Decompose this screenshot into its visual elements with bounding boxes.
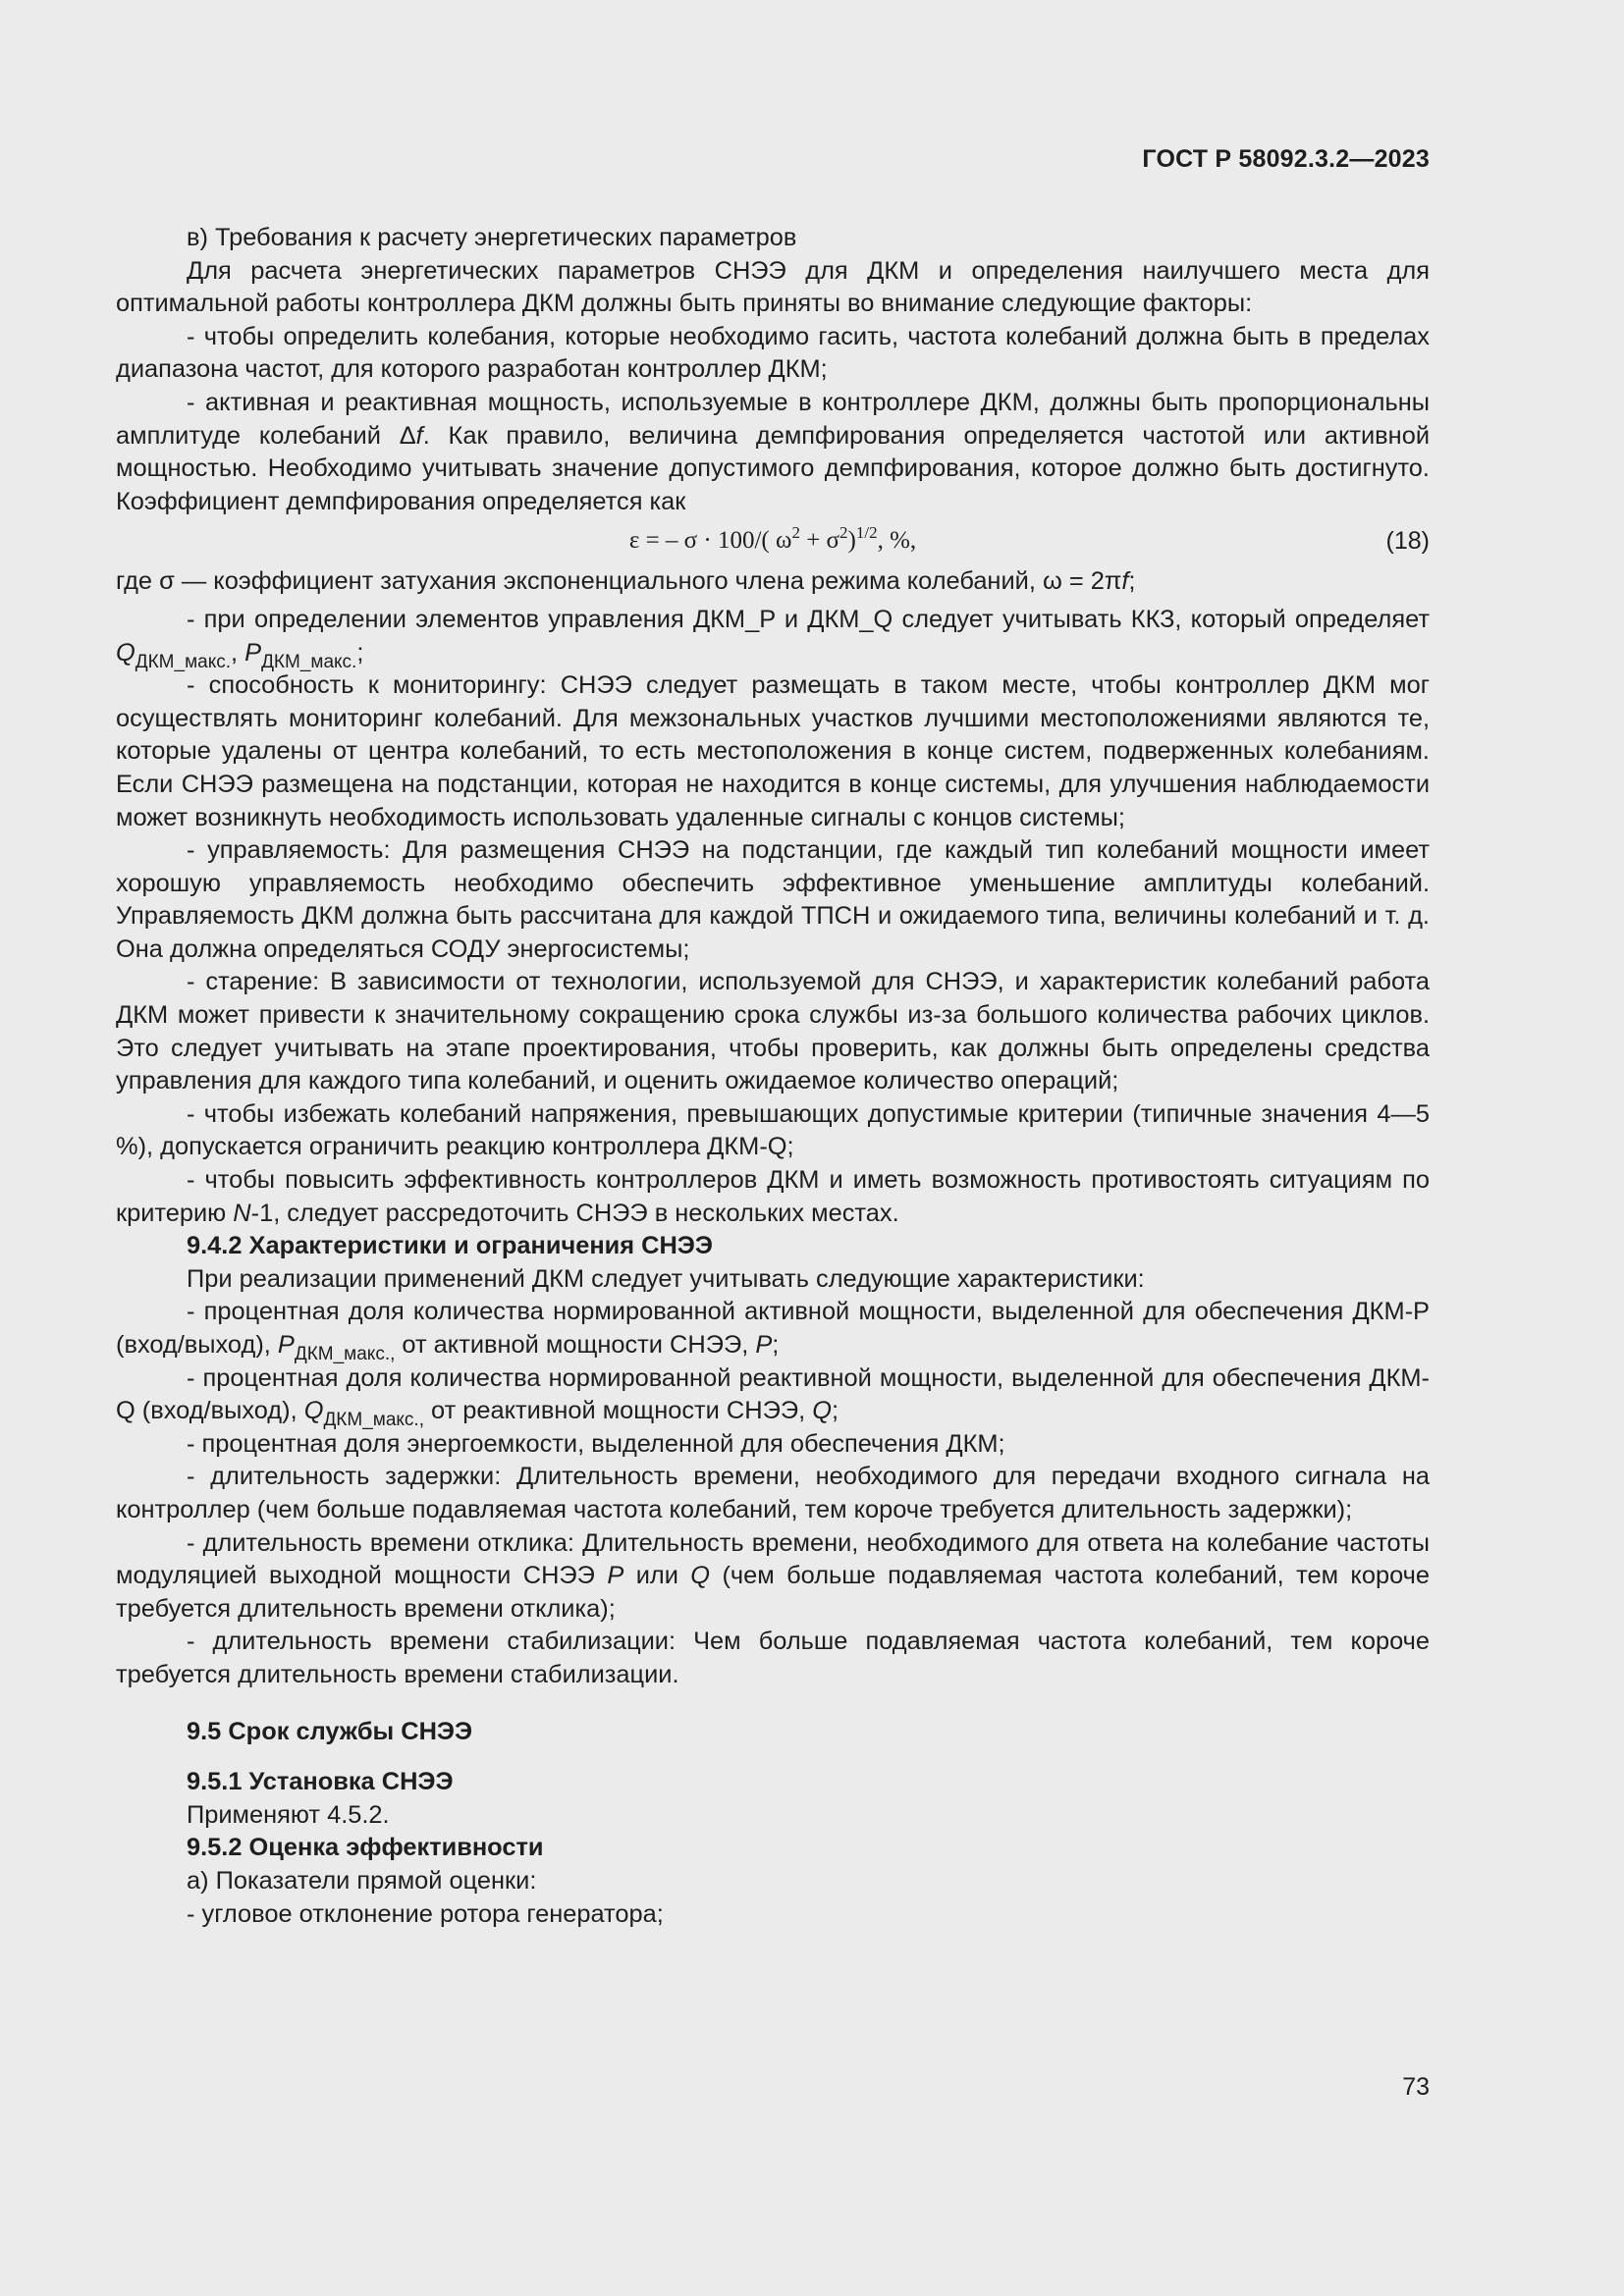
heading-9-5-1: 9.5.1 Установка СНЭЭ [187, 1768, 454, 1796]
list-item [116, 387, 1430, 518]
formula-18 [116, 516, 1430, 565]
formula-part: , %, [877, 527, 917, 555]
section-item-a: а) Показатели прямой оценки: [187, 1866, 537, 1895]
list-item [116, 1362, 1430, 1431]
text-run: - процентная доля количества нормированной реактивной мощности, выделенной для обеспечения ДКМ-Q (вход/выход), [116, 1363, 1430, 1425]
text-run: - чтобы повысить эффективность контроллеров ДКМ и иметь возможность противостоять ситуациям по критерию [116, 1166, 1430, 1227]
text-run: - активная и реактивная мощность, используемые в контроллере ДКМ, должны быть пропорциональны амплитуде колебаний [116, 388, 1430, 450]
variable-q: Q [812, 1397, 832, 1425]
page-body [116, 222, 1430, 1931]
formula-number: (18) [1385, 527, 1430, 556]
variable-f: f [1121, 567, 1129, 596]
text-run: - при определении элементов управления ДКМ_P и ДКМ_Q следует учитывать ККЗ, который определяет [187, 605, 1430, 633]
variable-p: P [607, 1562, 624, 1590]
sigma-symbol: σ [159, 567, 175, 596]
formula-exponent: 2 [791, 523, 800, 543]
formula-expression [628, 523, 917, 555]
paragraph: Для расчета энергетических параметров СНЭЭ для ДКМ и определения наилучшего места для оптимальной работы контроллера ДКМ должны быть приняты во внимание следующие факторы: [116, 256, 1430, 318]
section-item-v: в) Требования к расчету энергетических параметров [187, 224, 797, 251]
list-item: - способность к мониторингу: СНЭЭ следует размещать в таком месте, чтобы контроллер ДКМ мог осуществлять мониторинг колебаний. Для межзональных участков лучшими местоположениями являются те, которые удалены от центра колебаний, то есть местоположения в конце систем, подверженных колебаниям. Если СНЭЭ размещена на подстанции, которая не находится в конце системы, для улучшения наблюдаемости может возникнуть необходимость использовать удаленные сигналы с концов системы; [116, 671, 1430, 831]
text-run: ; [1128, 567, 1136, 596]
list-item: - угловое отклонение ротора генератора; [187, 1899, 664, 1928]
formula-exponent: 2 [839, 523, 848, 543]
text-run: - процентная доля количества нормированной активной мощности, выделенной для обеспечения ДКМ-Р (вход/выход), [116, 1298, 1430, 1359]
list-item: - чтобы избежать колебаний напряжения, превышающих допустимые критерии (типичные значения 4—5 %), допускается ограничить реакцию контроллера ДКМ-Q; [116, 1099, 1430, 1161]
variable-p: P [755, 1331, 773, 1359]
subscript: ДКМ_макс., [323, 1410, 424, 1431]
formula-exponent: 1/2 [855, 523, 878, 543]
text-run: - длительность времени отклика: Длительность времени, необходимого для ответа на колебание частоты модуляцией выходной мощности СНЭЭ [116, 1528, 1430, 1590]
variable-q: Q [303, 1397, 324, 1425]
list-item: - длительность времени стабилизации: Чем больше подавляемая частота колебаний, тем короче требуется длительность времени стабилизации. [116, 1628, 1430, 1688]
formula-part: ) [847, 527, 856, 555]
paragraph: Применяют 4.5.2. [187, 1800, 390, 1829]
variable-q: Q [690, 1562, 711, 1590]
list-item: - управляемость: Для размещения СНЭЭ на подстанции, где каждый тип колебаний мощности имеет хорошую управляемость необходимо обеспечить эффективное уменьшение амплитуды колебаний. Управляемость ДКМ должна быть рассчитана для каждой ТПСН и ожидаемого типа, величины колебаний и т. д. Она должна определяться СОДУ энергосистемы; [116, 836, 1430, 963]
variable-n: N [233, 1199, 251, 1227]
text-run: (чем больше подавляемая частота колебаний, тем короче требуется длительность времени отклика); [116, 1562, 1430, 1623]
paragraph: При реализации применений ДКМ следует учитывать следующие характеристики: [187, 1264, 1145, 1293]
formula-part: + σ [799, 527, 840, 555]
list-item: - старение: В зависимости от технологии, используемой для СНЭЭ, и характеристик колебаний работа ДКМ может привести к значительному сокращению срока службы из-за большого количества рабочих циклов. Это следует учитывать на этапе проектирования, чтобы проверить, как должны быть определены средства управления для каждого типа колебаний, и оценить ожидаемое количество операций; [116, 968, 1430, 1095]
heading-9-5-2: 9.5.2 Оценка эффективности [187, 1834, 544, 1862]
list-item [116, 1164, 1430, 1230]
variable-p: P [244, 638, 262, 667]
text-run: где [116, 567, 160, 596]
list-item: - длительность задержки: Длительность времени, необходимого для передачи входного сигнала на контроллер (чем больше подавляемая частота колебаний, тем короче требуется длительность задержки); [116, 1463, 1430, 1523]
text-run: ; [356, 638, 364, 667]
list-item [116, 604, 1430, 672]
list-item [116, 1527, 1430, 1627]
text-run: ; [772, 1331, 780, 1359]
document-code: ГОСТ Р 58092.3.2—2023 [1142, 145, 1430, 173]
text-run: . Как правило, величина демпфирования определяется частотой или активной мощностью. Необходимо учитывать значение допустимого демпфирования, которое должно быть достигнуто. Коэффициент демпфирования определяется как [116, 421, 1430, 515]
variable-f: f [415, 421, 423, 450]
text-run: ; [831, 1397, 839, 1425]
list-item [116, 1296, 1430, 1362]
list-item: - чтобы определить колебания, которые необходимо гасить, частота колебаний должна быть в пределах диапазона частот, для которого разработан контроллер ДКМ; [116, 322, 1430, 384]
heading-9-4-2: 9.4.2 Характеристики и ограничения СНЭЭ [187, 1232, 713, 1260]
heading-9-5: 9.5 Срок службы СНЭЭ [187, 1717, 473, 1745]
text-run: или [623, 1562, 691, 1590]
variable-p: P [277, 1331, 295, 1359]
list-item: - процентная доля энергоемкости, выделенной для обеспечения ДКМ; [187, 1429, 1005, 1458]
text-run: , [231, 638, 245, 667]
subscript: ДКМ_макс. [135, 651, 232, 672]
page-number: 73 [1402, 2073, 1430, 2101]
text-run: — коэффициент затухания экспоненциального члена режима колебаний, [174, 567, 1043, 596]
subscript: ДКМ_макс. [261, 651, 357, 672]
delta-symbol: Δ [399, 421, 416, 450]
text-run: от активной мощности СНЭЭ, [395, 1331, 756, 1359]
subscript: ДКМ_макс., [294, 1344, 396, 1364]
text-run: -1, следует рассредоточить СНЭЭ в нескольких местах. [250, 1199, 899, 1227]
formula-explanation [116, 565, 1430, 599]
text-run: от реактивной мощности СНЭЭ, [423, 1397, 813, 1425]
formula-part: ε = – σ · 100/( ω [628, 527, 792, 555]
omega-expression: ω = 2π [1042, 567, 1122, 596]
variable-q: Q [116, 638, 135, 667]
